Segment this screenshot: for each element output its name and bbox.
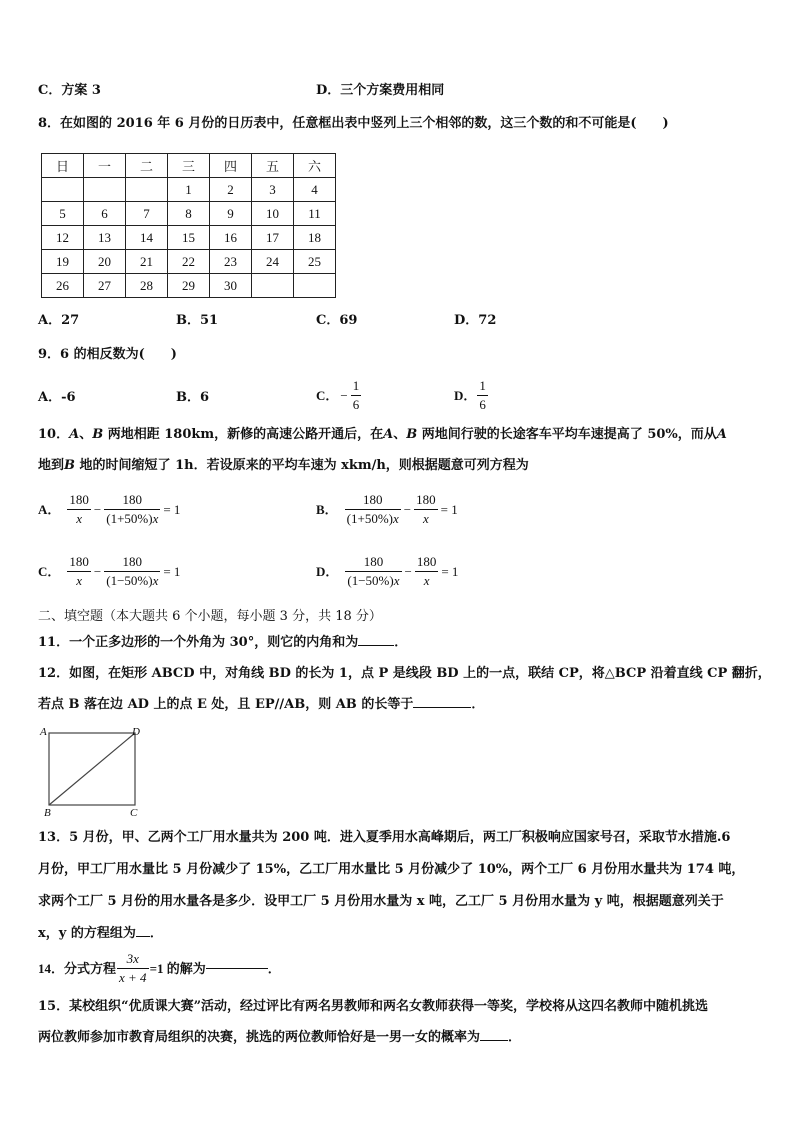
- q13-line1: 13．5 月份，甲、乙两个工厂用水量共为 200 吨．进入夏季用水高峰期后，两工厂积极响应国家号召，采取节水措施.6: [38, 830, 731, 845]
- equals-one: = 1: [163, 501, 181, 517]
- numerator: 180: [345, 554, 401, 572]
- q13-line2: 月份，甲工厂用水量比 5 月份减少了 15%，乙工厂用水量比 5 月份减少了 10%，两个工厂 6 月份用水量共为 174 吨，: [38, 862, 745, 877]
- equals-one: = 1: [441, 563, 459, 579]
- q9-option-a: A．-6: [38, 390, 76, 405]
- q8-option-b: B．51: [176, 313, 219, 328]
- calendar-header-cell: 日: [42, 154, 84, 178]
- numerator: 180: [104, 492, 160, 510]
- calendar-cell: 7: [126, 202, 168, 226]
- q11-text: 11．一个正多边形的一个外角为 30°，则它的内角和为: [38, 635, 359, 650]
- label-c: C: [130, 807, 138, 819]
- numerator: 180: [414, 492, 438, 510]
- calendar-cell: 10: [252, 202, 294, 226]
- calendar-cell: 21: [126, 250, 168, 274]
- var-a: A: [383, 427, 394, 442]
- calendar-cell: 3: [252, 178, 294, 202]
- q13-end: ．: [149, 926, 163, 941]
- var-b: B: [92, 427, 104, 442]
- q10-option-b: [316, 492, 460, 527]
- fraction: [67, 554, 91, 589]
- den-var: x: [152, 573, 159, 588]
- fraction: [415, 554, 439, 589]
- den-var: x: [152, 511, 159, 526]
- calendar-table: [41, 153, 336, 298]
- text: 两地相距 180km，新修的高速公路开通后，在: [103, 427, 384, 442]
- option-label: D．: [316, 563, 339, 579]
- q9-option-c: [316, 378, 362, 413]
- calendar-cell: 16: [210, 226, 252, 250]
- fraction: [345, 492, 401, 527]
- denominator: x: [422, 511, 429, 526]
- calendar-cell: 24: [252, 250, 294, 274]
- fraction: [104, 492, 160, 527]
- q10-option-d: [316, 554, 460, 589]
- q14-post: =1 的解为: [149, 960, 206, 976]
- q10-option-c: [38, 554, 182, 589]
- calendar-cell: 28: [126, 274, 168, 298]
- answer-blank: [480, 1040, 508, 1041]
- calendar-header-cell: 二: [126, 154, 168, 178]
- text: 地到: [38, 458, 65, 473]
- calendar-row: [42, 274, 336, 298]
- calendar-cell: 8: [168, 202, 210, 226]
- equals-one: = 1: [440, 501, 458, 517]
- label-b: B: [44, 807, 51, 819]
- q13-line3: 求两个工厂 5 月份的用水量各是多少．设甲工厂 5 月份用水量为 x 吨，乙工厂 5 月份用水量为 y 吨，根据题意列关于: [38, 894, 724, 909]
- denominator: x + 4: [119, 970, 147, 985]
- var-a: A: [716, 427, 727, 442]
- q12-text: 若点 B 落在边 AD 上的点 E 处，且 EP//AB，则 AB 的长等于: [38, 697, 414, 712]
- label-d: D: [132, 726, 140, 738]
- calendar-header-cell: 四: [210, 154, 252, 178]
- calendar-cell: 17: [252, 226, 294, 250]
- calendar-cell: 26: [42, 274, 84, 298]
- calendar-cell: [42, 178, 84, 202]
- den-part: (1+50%): [106, 511, 153, 526]
- calendar-cell: 9: [210, 202, 252, 226]
- calendar-cell: 2: [210, 178, 252, 202]
- calendar-header-cell: 三: [168, 154, 210, 178]
- q15-end: ．: [508, 1030, 522, 1045]
- numerator: 180: [67, 492, 91, 510]
- label-a: A: [40, 726, 47, 738]
- text: 、: [393, 427, 407, 442]
- q12-line2: [38, 696, 484, 714]
- option-label: B．: [316, 501, 338, 517]
- numerator: 180: [415, 554, 439, 572]
- option-label: C．: [38, 563, 61, 579]
- q10-stem-line2: [38, 457, 529, 475]
- minus-sign: −: [403, 501, 412, 517]
- den-var: x: [393, 573, 400, 588]
- numerator: 180: [67, 554, 91, 572]
- calendar-cell: 6: [84, 202, 126, 226]
- minus-sign: −: [93, 501, 102, 517]
- calendar-cell: 23: [210, 250, 252, 274]
- calendar-row: [42, 226, 336, 250]
- den-var: x: [393, 511, 399, 526]
- equals-one: = 1: [163, 563, 181, 579]
- fraction: [104, 554, 160, 589]
- calendar-cell: 14: [126, 226, 168, 250]
- q7-option-c: C．方案 3: [38, 83, 101, 98]
- q13-line4: [38, 925, 163, 943]
- calendar-row: [42, 178, 336, 202]
- answer-blank: [206, 968, 268, 969]
- calendar-cell: 13: [84, 226, 126, 250]
- q8-option-a: A．27: [38, 313, 80, 328]
- calendar-cell: 25: [294, 250, 336, 274]
- denominator: [345, 572, 401, 589]
- calendar-row: [42, 250, 336, 274]
- fraction: [117, 951, 149, 986]
- q15-line2: [38, 1029, 521, 1047]
- calendar-header-row: [42, 154, 336, 178]
- calendar-cell: 19: [42, 250, 84, 274]
- numerator: 3x: [117, 951, 149, 969]
- den-part: (1−50%): [347, 573, 394, 588]
- numerator: 180: [104, 554, 160, 572]
- minus-sign: −: [93, 563, 102, 579]
- calendar-cell: 12: [42, 226, 84, 250]
- denominator: [345, 510, 401, 527]
- calendar-row: [42, 202, 336, 226]
- q15-text: 两位教师参加市教育局组织的决赛，挑选的两位教师恰好是一男一女的概率为: [38, 1030, 481, 1045]
- text: 地的时间缩短了 1h．若设原来的平均车速为 xkm/h，则根据题意可列方程为: [75, 458, 529, 473]
- q10-option-a: [38, 492, 182, 527]
- fraction: [345, 554, 401, 589]
- calendar-cell: [252, 274, 294, 298]
- calendar-cell: 1: [168, 178, 210, 202]
- calendar-header-cell: 六: [294, 154, 336, 178]
- q12-end: ．: [471, 697, 485, 712]
- calendar-cell: 29: [168, 274, 210, 298]
- answer-blank: [413, 707, 471, 708]
- q8-option-d: D．72: [454, 313, 497, 328]
- var-a: A: [69, 427, 80, 442]
- q9-stem: 9．6 的相反数为( ): [38, 347, 177, 362]
- q9-option-d: [454, 378, 489, 413]
- calendar-cell: 22: [168, 250, 210, 274]
- denominator: x: [76, 511, 83, 526]
- calendar-cell: 4: [294, 178, 336, 202]
- rectangle-figure: [38, 724, 148, 820]
- option-label: A．: [38, 501, 61, 517]
- calendar-cell: 15: [168, 226, 210, 250]
- q11-end: ．: [394, 635, 408, 650]
- calendar-header-cell: 五: [252, 154, 294, 178]
- q9-option-b: B．6: [176, 390, 210, 405]
- fraction: [351, 378, 362, 413]
- minus-sign: −: [404, 563, 412, 579]
- text: 两地间行驶的长途客车平均车速提高了 50%，而从: [417, 427, 717, 442]
- q12-line1: 12．如图，在矩形 ABCD 中，对角线 BD 的长为 1，点 P 是线段 BD 上的一点，联结 CP，将△BCP 沿着直线 CP 翻折，: [38, 666, 771, 681]
- q10-number: 10．: [38, 427, 70, 442]
- q15-line1: 15．某校组织“优质课大赛”活动，经过评比有两名男教师和两名女教师获得一等奖，学校将从这四名教师中随机挑选: [38, 999, 709, 1014]
- calendar-cell: [126, 178, 168, 202]
- fraction: [414, 492, 438, 527]
- calendar-cell: [294, 274, 336, 298]
- fraction: [477, 378, 488, 413]
- numerator: 180: [345, 492, 401, 510]
- denominator: [104, 510, 160, 527]
- numerator: 1: [351, 378, 362, 396]
- q9-option-d-label: D．: [454, 387, 477, 403]
- calendar-cell: 11: [294, 202, 336, 226]
- q7-option-d: D．三个方案费用相同: [316, 83, 445, 98]
- calendar-cell: 20: [84, 250, 126, 274]
- denominator: [104, 572, 160, 589]
- var-b: B: [64, 458, 76, 473]
- den-part: (1+50%): [346, 511, 393, 526]
- denominator: 6: [479, 397, 486, 412]
- q14-end: ．: [267, 960, 281, 976]
- calendar-cell: 5: [42, 202, 84, 226]
- q14-pre: 14．分式方程: [38, 960, 117, 976]
- denominator: 6: [352, 397, 360, 412]
- denominator: x: [76, 573, 83, 588]
- q13-text: x，y 的方程组为: [38, 926, 136, 941]
- answer-blank: [358, 645, 394, 646]
- calendar-header-cell: 一: [84, 154, 126, 178]
- calendar-cell: [84, 178, 126, 202]
- q11: [38, 634, 407, 652]
- q9-option-c-label: C．: [316, 387, 339, 403]
- calendar-cell: 30: [210, 274, 252, 298]
- calendar-cell: 27: [84, 274, 126, 298]
- numerator: 1: [477, 378, 488, 396]
- answer-blank: [136, 936, 150, 937]
- var-b: B: [406, 427, 418, 442]
- q14: [38, 951, 281, 986]
- calendar-cell: 18: [294, 226, 336, 250]
- q8-option-c: C．69: [316, 313, 358, 328]
- diagonal-bd: [49, 733, 135, 805]
- minus-sign: −: [340, 387, 348, 403]
- q10-stem-line1: [38, 426, 727, 444]
- den-part: (1−50%): [106, 573, 153, 588]
- text: 、: [79, 427, 93, 442]
- denominator: x: [423, 573, 430, 588]
- q8-stem: 8．在如图的 2016 年 6 月份的日历表中，任意框出表中竖列上三个相邻的数，这三个数的和不可能是( ): [38, 116, 669, 131]
- fraction: [67, 492, 91, 527]
- section-heading: 二、填空题（本大题共 6 个小题，每小题 3 分，共 18 分）: [38, 609, 382, 624]
